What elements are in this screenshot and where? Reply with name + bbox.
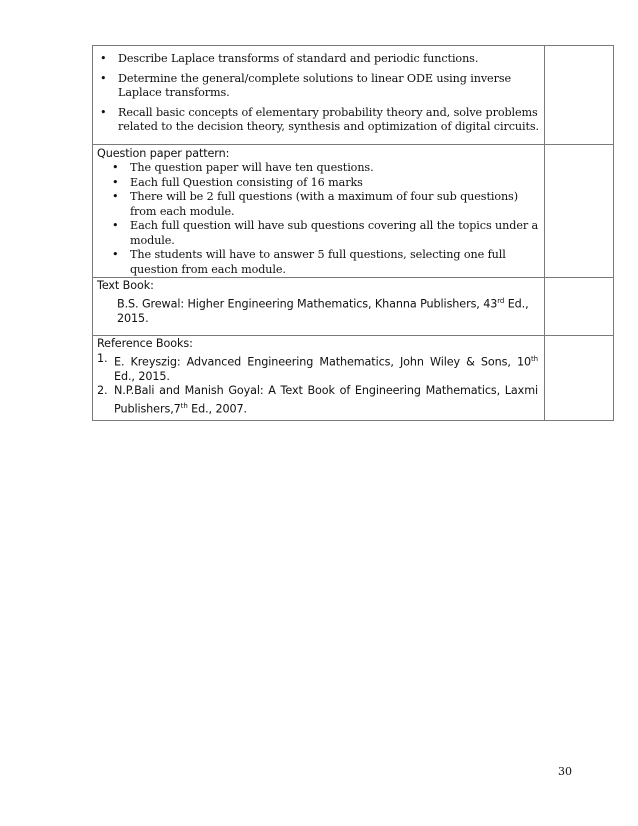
bullet: • bbox=[112, 248, 119, 261]
pattern-item bbox=[93, 248, 540, 277]
reference-edition: Ed., 2015. bbox=[114, 369, 170, 383]
reference-number: 2. bbox=[97, 384, 108, 398]
objectives-row bbox=[93, 46, 614, 145]
bullet: • bbox=[112, 219, 119, 232]
superscript: rd bbox=[497, 296, 505, 305]
pattern-text: There will be 2 full questions (with a maximum of four sub questions) from each module. bbox=[130, 190, 518, 218]
pattern-item bbox=[93, 176, 540, 191]
superscript: th bbox=[180, 401, 188, 410]
pattern-text: Each full question will have sub questions covering all the topics under a module. bbox=[130, 219, 539, 247]
reference-books-heading: Reference Books: bbox=[97, 337, 193, 351]
objective-text: Describe Laplace transforms of standard and periodic functions. bbox=[118, 52, 479, 65]
pattern-text: Each full Question consisting of 16 marks bbox=[130, 175, 363, 189]
reference-item bbox=[93, 384, 544, 417]
bullet: • bbox=[112, 190, 119, 203]
pattern-item bbox=[93, 219, 540, 248]
question-pattern-list bbox=[93, 161, 540, 277]
bullet: • bbox=[100, 105, 107, 119]
reference-list bbox=[93, 352, 544, 417]
bullet: • bbox=[112, 175, 119, 189]
reference-edition: Ed., 2007. bbox=[187, 402, 247, 416]
page-number: 30 bbox=[558, 765, 572, 778]
objectives-cell bbox=[93, 46, 545, 145]
textbook-heading: Text Book: bbox=[97, 279, 154, 292]
blank-cell bbox=[545, 278, 614, 336]
bullet: • bbox=[100, 71, 107, 85]
objective-item bbox=[93, 72, 540, 101]
question-pattern-heading: Question paper pattern: bbox=[97, 146, 230, 160]
pattern-item bbox=[93, 190, 540, 219]
textbook-edition: Ed., 2015. bbox=[117, 297, 529, 325]
pattern-text: The question paper will have ten questions. bbox=[130, 161, 374, 174]
superscript: th bbox=[531, 354, 538, 363]
pattern-item bbox=[93, 161, 540, 176]
objective-item bbox=[93, 106, 540, 135]
blank-cell bbox=[545, 46, 614, 145]
objective-text: Recall basic concepts of elementary probability theory and, solve problems related to the decision theory, synthesis and optimization of digital circuits. bbox=[118, 105, 539, 133]
syllabus-table bbox=[92, 45, 614, 421]
question-pattern-row bbox=[93, 144, 614, 278]
objective-item bbox=[93, 52, 540, 67]
objective-text: Determine the general/complete solutions to linear ODE using inverse Laplace transforms. bbox=[118, 71, 511, 99]
pattern-text: The students will have to answer 5 full questions, selecting one full question from each module. bbox=[130, 248, 506, 276]
objectives-list bbox=[93, 52, 540, 135]
reference-text: E. Kreyszig: Advanced Engineering Mathematics, John Wiley & Sons, 10 bbox=[114, 355, 532, 369]
reference-text: N.P.Bali and Manish Goyal: A Text Book of Engineering Mathematics, Laxmi Publishers,7 bbox=[114, 384, 538, 416]
textbook-text: B.S. Grewal: Higher Engineering Mathematics, Khanna Publishers, 43 bbox=[117, 297, 498, 311]
question-pattern-cell bbox=[93, 144, 545, 278]
textbook-cell bbox=[93, 278, 545, 336]
reference-books-cell bbox=[93, 336, 545, 421]
textbook-row bbox=[93, 278, 614, 336]
blank-cell bbox=[545, 144, 614, 278]
blank-cell bbox=[545, 336, 614, 421]
bullet: • bbox=[112, 161, 119, 174]
reference-number: 1. bbox=[97, 351, 108, 365]
textbook-entry bbox=[93, 294, 540, 327]
reference-books-row bbox=[93, 336, 614, 421]
reference-item bbox=[93, 352, 544, 385]
bullet: • bbox=[100, 52, 107, 65]
